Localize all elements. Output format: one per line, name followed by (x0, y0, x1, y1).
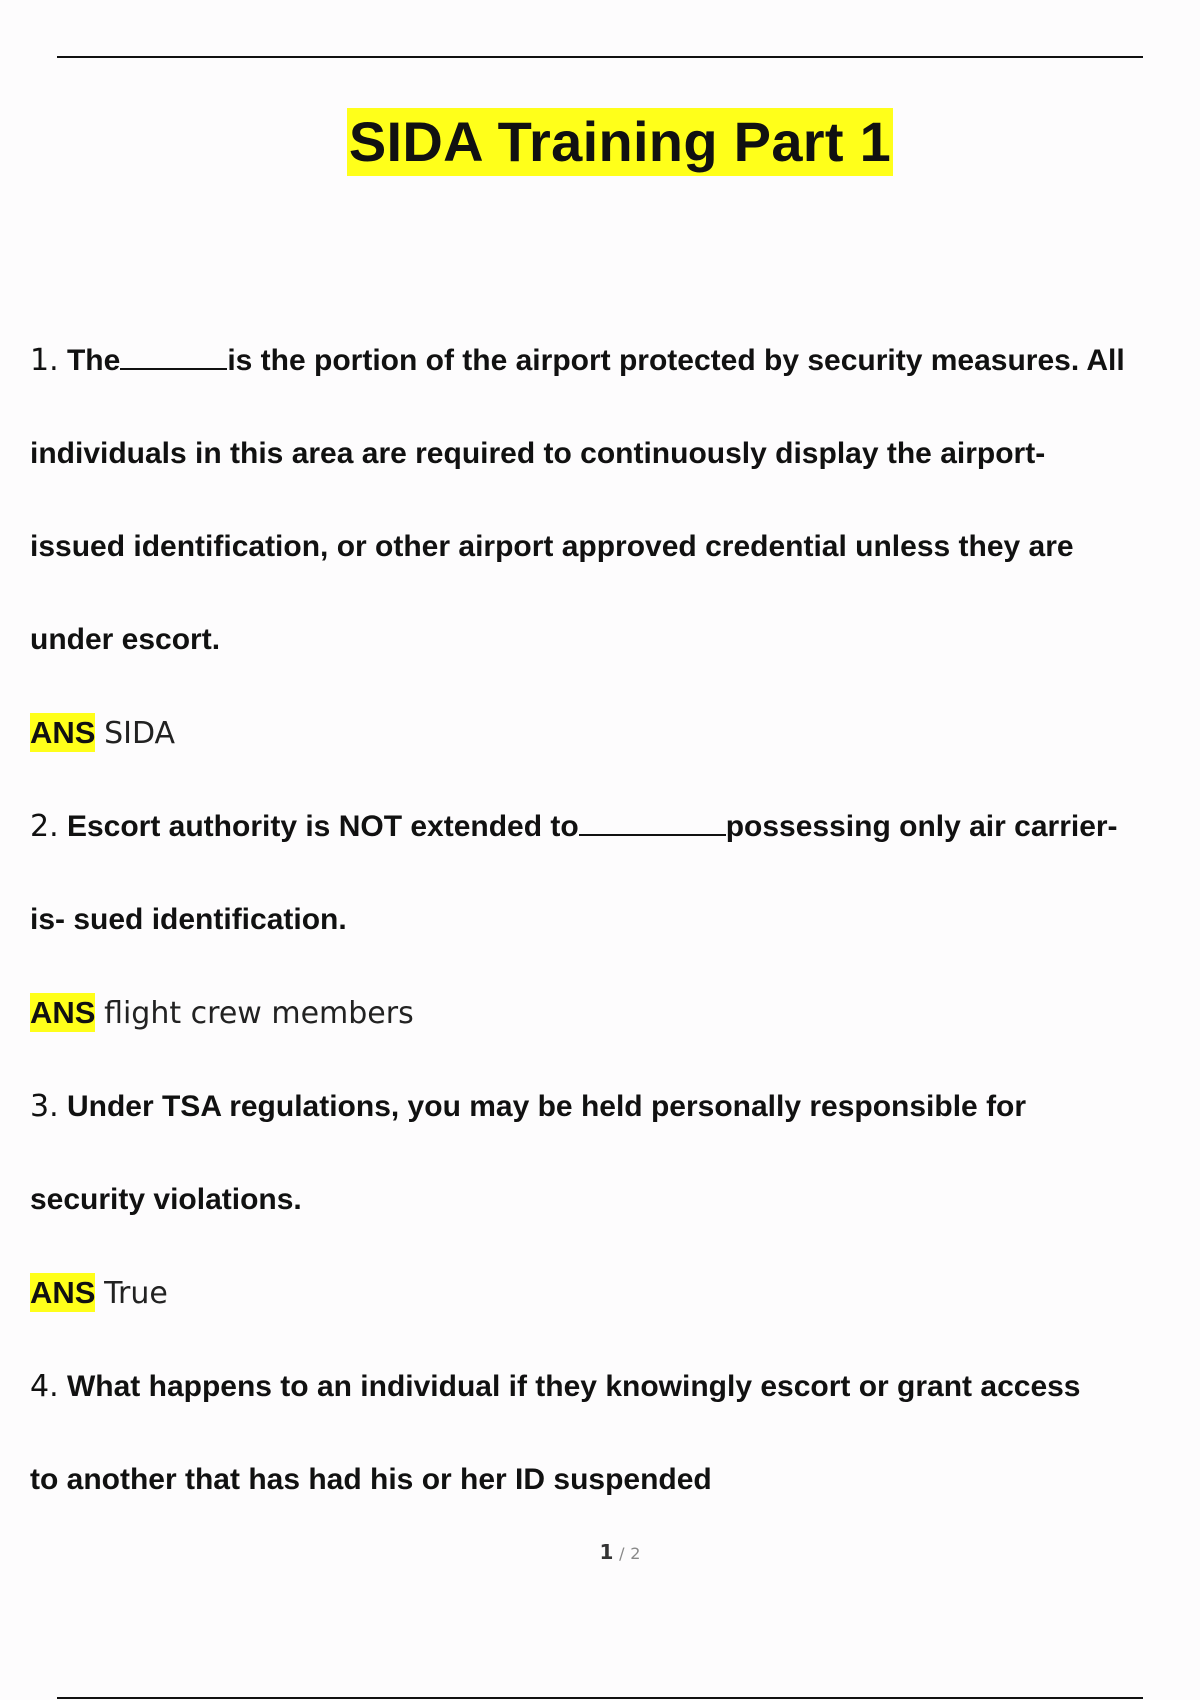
document-title: SIDA Training Part 1 (347, 108, 893, 176)
total-pages: 2 (630, 1544, 641, 1563)
question-text: The (66, 344, 121, 377)
answer-label: ANS (30, 715, 96, 750)
question-list (30, 314, 1200, 1526)
question-2 (30, 780, 1200, 873)
question-text-line: under escort. (30, 623, 221, 656)
question-text: Under TSA regulations, you may be held personally responsible for (66, 1090, 1027, 1123)
question-text-line: to another that has had his or her ID suspended (30, 1463, 712, 1496)
question-number: 1. (30, 343, 59, 378)
question-4 (30, 1340, 1200, 1433)
answer-value: flight crew members (104, 996, 414, 1031)
question-number: 2. (30, 809, 59, 844)
top-rule (57, 56, 1143, 58)
answer-blank (579, 812, 726, 836)
question-number: 4. (30, 1369, 59, 1404)
question-text: is the portion of the airport protected by security measures. All (227, 344, 1125, 377)
page-separator: / (619, 1544, 625, 1563)
page-indicator (0, 1540, 1200, 1564)
question-text: possessing only air carrier- (725, 810, 1118, 843)
question-1 (30, 314, 1200, 407)
question-text: Escort authority is NOT extended to (66, 810, 579, 843)
answer-label: ANS (30, 1275, 96, 1310)
bottom-rule (57, 1697, 1143, 1699)
answer-label: ANS (30, 995, 96, 1030)
question-text-line: issued identification, or other airport approved credential unless they are (30, 530, 1074, 563)
answer-value: True (104, 1276, 168, 1311)
question-text: What happens to an individual if they knowingly escort or grant access (66, 1370, 1081, 1403)
answer-blank (120, 346, 227, 370)
question-3 (30, 1060, 1200, 1153)
answer-3 (30, 1246, 1200, 1340)
answer-1 (30, 686, 1200, 780)
question-text-line: individuals in this area are required to continuously display the airport- (30, 437, 1046, 470)
answer-value: SIDA (104, 716, 176, 751)
title-container (0, 108, 1200, 176)
question-number: 3. (30, 1089, 59, 1124)
answer-2 (30, 966, 1200, 1060)
current-page: 1 (599, 1540, 614, 1564)
question-text-line: is- sued identification. (30, 903, 347, 936)
question-text-line: security violations. (30, 1183, 302, 1216)
